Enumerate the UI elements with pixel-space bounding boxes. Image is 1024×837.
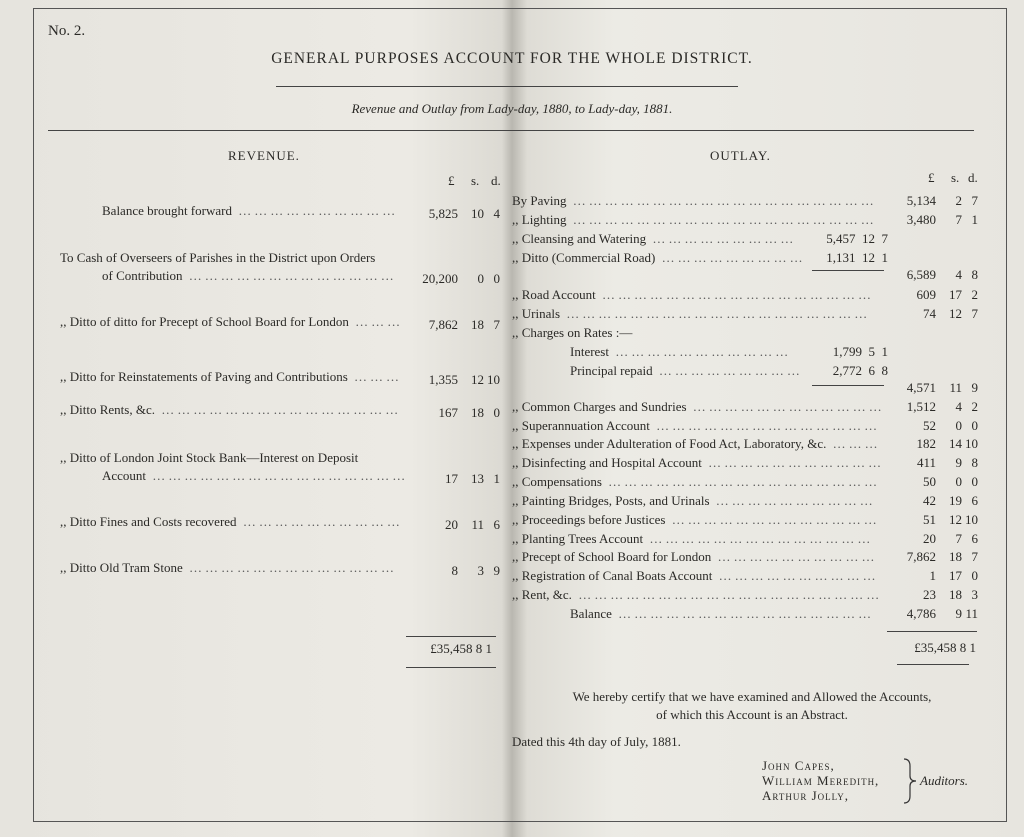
subtotal-rule-1 [812, 270, 884, 271]
outlay-shillings: 19 [949, 493, 962, 508]
outlay-row-label: ,, Compensations …………………………………………… [512, 474, 881, 489]
certification-line-1: We hereby certify that we have examined and Allowed the Accounts, [572, 689, 932, 704]
pence-head: d. [968, 170, 978, 185]
revenue-row-label: ,, Ditto of ditto for Precept of School Board for London ……… [60, 314, 404, 329]
revenue-heading: REVENUE. [228, 148, 300, 163]
revenue-row-label: Balance brought forward ………………………… [102, 203, 399, 218]
revenue-pounds: 17 [445, 471, 458, 486]
outlay-pounds: 411 [916, 455, 936, 470]
outlay-heading: OUTLAY. [710, 148, 771, 163]
dated-line: Dated this 4th day of July, 1881. [512, 734, 681, 749]
revenue-pence: 0 [493, 405, 500, 420]
outlay-pounds: 20 [923, 531, 936, 546]
outlay-shillings: 0 [955, 474, 962, 489]
outlay-pence: 6 [971, 531, 978, 546]
outlay-row-label: ,, Expenses under Adulteration of Food Act, Laboratory, &c. ……… [512, 436, 881, 451]
revenue-shillings: 18 [471, 405, 484, 420]
outlay-row-label: Interest …………………………… [570, 344, 792, 359]
outlay-row-label: ,, Lighting ………………………………………………… [512, 212, 877, 227]
revenue-shillings: 13 [471, 471, 484, 486]
outlay-pounds: 74 [923, 306, 936, 321]
revenue-pounds: 167 [438, 405, 458, 420]
revenue-pounds: 5,825 [428, 206, 458, 221]
revenue-pence: 7 [493, 317, 500, 332]
outlay-pence: 11 [965, 606, 978, 621]
outlay-row-label: ,, Painting Bridges, Posts, and Urinals ………………………… [512, 493, 876, 508]
outlay-total: £35,458 8 1 [914, 640, 976, 655]
title-rule [276, 86, 738, 87]
shillings-head: s. [471, 173, 480, 188]
outlay-pence: 7 [971, 193, 978, 208]
revenue-total: £35,458 8 1 [430, 641, 492, 656]
revenue-row-label: ,, Ditto Rents, &c. ……………………………………… [60, 402, 402, 417]
outlay-pence: 0 [971, 568, 978, 583]
revenue-pence: 0 [493, 271, 500, 286]
outlay-pounds: 51 [923, 512, 936, 527]
outlay-row-label: By Paving ………………………………………………… [512, 193, 877, 208]
revenue-shillings: 11 [471, 517, 484, 532]
auditors-brace-icon [902, 758, 918, 804]
outlay-pence: 10 [965, 512, 978, 527]
page-subtitle: Revenue and Outlay from Lady-day, 1880, to Lady-day, 1881. [351, 101, 673, 116]
outlay-total-rule-top [887, 631, 977, 632]
outlay-shillings: 4 [955, 399, 962, 414]
outlay-shillings: 12 [949, 512, 962, 527]
outlay-pounds: 4,571 [906, 380, 936, 395]
revenue-pence: 6 [493, 517, 500, 532]
outlay-row-label: ,, Proceedings before Justices ………………………………… [512, 512, 880, 527]
outlay-pence: 3 [971, 587, 978, 602]
revenue-shillings: 0 [477, 271, 484, 286]
revenue-row-label: ,, Ditto Old Tram Stone ………………………………… [60, 560, 398, 575]
outlay-row-label: ,, Common Charges and Sundries ……………………………… [512, 399, 885, 414]
outlay-shillings: 18 [949, 549, 962, 564]
pence-head: d. [491, 173, 501, 188]
outlay-row-label: ,, Precept of School Board for London ………………………… [512, 549, 878, 564]
outlay-pounds: 609 [916, 287, 936, 302]
revenue-row-label: To Cash of Overseers of Parishes in the District upon Orders [60, 250, 376, 265]
outlay-row-label: ,, Road Account …………………………………………… [512, 287, 875, 302]
revenue-pounds: 20,200 [422, 271, 458, 286]
outlay-subamount: 1,799 5 1 [832, 344, 888, 359]
outlay-row-label: ,, Urinals ………………………………………………… [512, 306, 871, 321]
page-title: GENERAL PURPOSES ACCOUNT FOR THE WHOLE DISTRICT. [271, 50, 753, 67]
auditor-name-1: John Capes, [762, 758, 835, 773]
revenue-total-rule-bottom [406, 667, 496, 668]
outlay-pounds: 1,512 [906, 399, 936, 414]
outlay-pence: 7 [971, 306, 978, 321]
outlay-pence: 2 [971, 287, 978, 302]
document-number: No. 2. [48, 23, 86, 39]
revenue-row-label: ,, Ditto of London Joint Stock Bank—Interest on Deposit [60, 450, 359, 465]
revenue-pence: 10 [487, 372, 500, 387]
outlay-subamount: 5,457 12 7 [826, 231, 888, 246]
certification-line-2: of which this Account is an Abstract. [656, 707, 848, 722]
outlay-pounds: 4,786 [906, 606, 936, 621]
outlay-pounds: 5,134 [906, 193, 936, 208]
revenue-row-label: of Contribution ………………………………… [102, 268, 397, 283]
outlay-row-label: ,, Superannuation Account …………………………………… [512, 418, 881, 433]
outlay-pence: 6 [971, 493, 978, 508]
auditors-label: Auditors. [920, 773, 969, 788]
revenue-row-label: ,, Ditto Fines and Costs recovered ………………………… [60, 514, 403, 529]
revenue-pence: 4 [493, 206, 500, 221]
outlay-total-rule-bottom [897, 664, 969, 665]
outlay-shillings: 9 [955, 606, 962, 621]
outlay-row-label: Principal repaid ……………………… [570, 363, 803, 378]
outlay-shillings: 17 [949, 568, 962, 583]
outlay-pence: 8 [971, 267, 978, 282]
outlay-row-label: ,, Planting Trees Account …………………………………… [512, 531, 874, 546]
outlay-pence: 1 [971, 212, 978, 227]
outlay-subamount: 1,131 12 1 [826, 250, 888, 265]
outlay-pence: 7 [971, 549, 978, 564]
revenue-shillings: 18 [471, 317, 484, 332]
outlay-pence: 9 [971, 380, 978, 395]
outlay-pounds: 182 [916, 436, 936, 451]
outlay-pounds: 6,589 [906, 267, 936, 282]
outlay-shillings: 2 [955, 193, 962, 208]
pounds-head: £ [928, 170, 935, 185]
outlay-pounds: 23 [923, 587, 936, 602]
outlay-shillings: 4 [955, 267, 962, 282]
outlay-row-label: ,, Registration of Canal Boats Account ………………………… [512, 568, 879, 583]
outlay-pounds: 52 [923, 418, 936, 433]
shillings-head: s. [951, 170, 960, 185]
revenue-total-rule-top [406, 636, 496, 637]
revenue-row-label: ,, Ditto for Reinstatements of Paving and Contributions ……… [60, 369, 403, 384]
outlay-shillings: 9 [955, 455, 962, 470]
outlay-row-label: ,, Charges on Rates :— [512, 325, 633, 340]
outlay-pence: 0 [971, 418, 978, 433]
outlay-row-label: ,, Ditto (Commercial Road) ……………………… [512, 250, 806, 265]
outlay-shillings: 0 [955, 418, 962, 433]
outlay-shillings: 7 [955, 212, 962, 227]
pounds-head: £ [448, 173, 455, 188]
revenue-row-label: Account ………………………………………… [102, 468, 409, 483]
revenue-pounds: 8 [451, 563, 458, 578]
outlay-pounds: 3,480 [906, 212, 936, 227]
revenue-shillings: 3 [477, 563, 484, 578]
outlay-pence: 2 [971, 399, 978, 414]
outlay-shillings: 7 [955, 531, 962, 546]
outlay-row-label: ,, Disinfecting and Hospital Account …………………………… [512, 455, 885, 470]
outlay-pence: 0 [971, 474, 978, 489]
auditor-name-2: William Meredith, [762, 773, 880, 788]
revenue-pence: 1 [493, 471, 500, 486]
outlay-pounds: 50 [923, 474, 936, 489]
revenue-shillings: 10 [471, 206, 484, 221]
outlay-row-label: ,, Rent, &c. ………………………………………………… [512, 587, 883, 602]
auditor-name-3: Arthur Jolly, [762, 788, 850, 803]
revenue-pounds: 20 [445, 517, 458, 532]
outlay-shillings: 12 [949, 306, 962, 321]
outlay-pence: 8 [971, 455, 978, 470]
outlay-shillings: 11 [949, 380, 962, 395]
outlay-subamount: 2,772 6 8 [832, 363, 888, 378]
outlay-pence: 10 [965, 436, 978, 451]
subtotal-rule-2 [812, 385, 884, 386]
revenue-shillings: 12 [471, 372, 484, 387]
outlay-shillings: 14 [949, 436, 962, 451]
outlay-shillings: 17 [949, 287, 962, 302]
outlay-pounds: 1 [929, 568, 936, 583]
revenue-pounds: 1,355 [428, 372, 458, 387]
revenue-pounds: 7,862 [428, 317, 458, 332]
outlay-pounds: 42 [923, 493, 936, 508]
revenue-pence: 9 [493, 563, 500, 578]
outlay-pounds: 7,862 [906, 549, 936, 564]
outlay-row-label: ,, Cleansing and Watering ……………………… [512, 231, 797, 246]
header-rule [48, 130, 974, 131]
outlay-shillings: 18 [949, 587, 962, 602]
outlay-row-label: Balance ………………………………………… [570, 606, 875, 621]
